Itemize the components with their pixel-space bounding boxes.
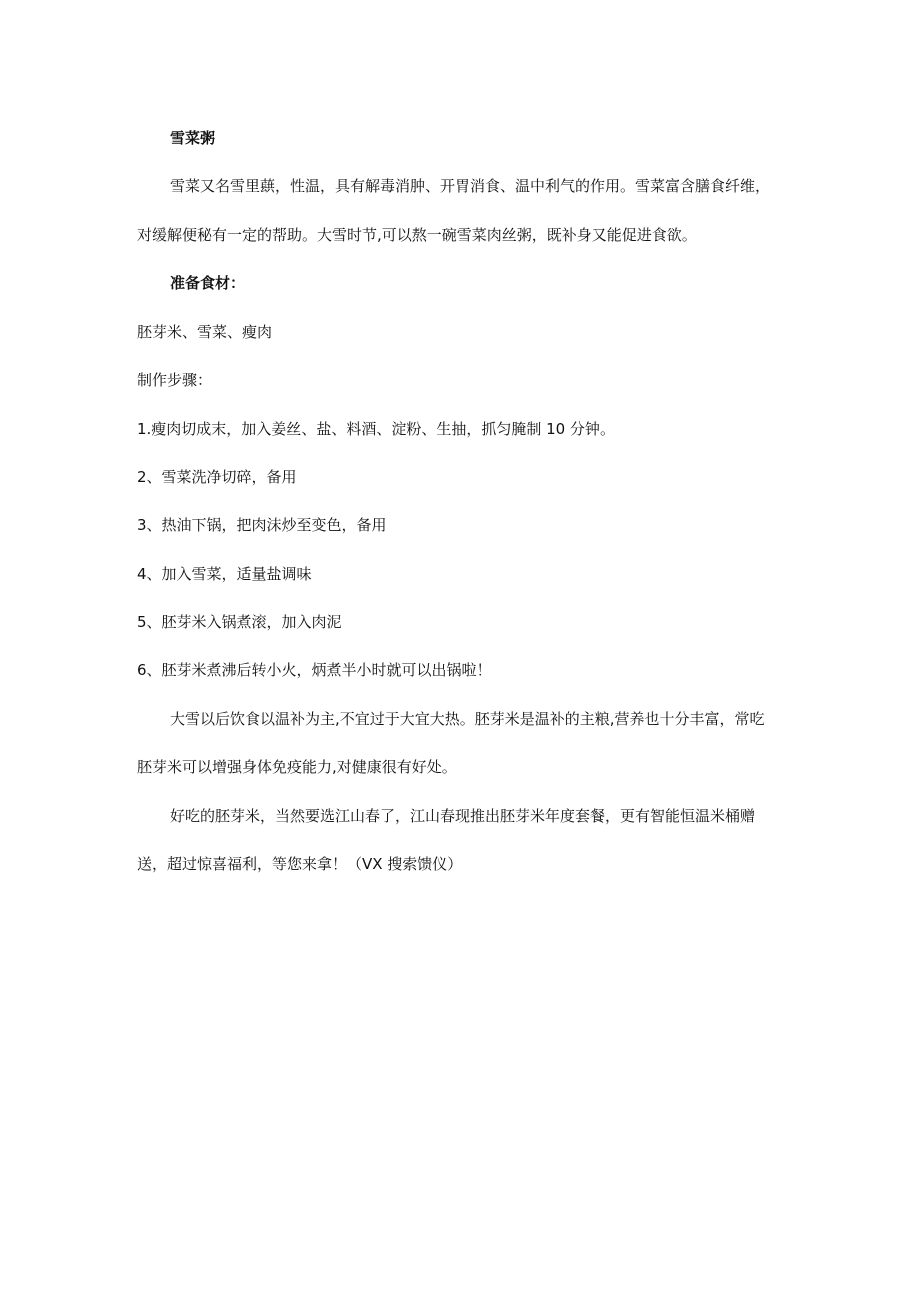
closing-1-line-1: 大雪以后饮食以温补为主,不宜过于大宜大热。胚芽米是温补的主粮,营养也十分丰富，常吃	[170, 710, 765, 728]
step-1: 1.瘦肉切成末，加入姜丝、盐、料酒、淀粉、生抽，抓匀腌制 10 分钟。	[137, 420, 615, 438]
step-6: 6、胚芽米煮沸后转小火，炳煮半小时就可以出锅啦！	[137, 661, 492, 679]
closing-1-line-2: 胚芽米可以增强身体免疫能力,对健康很有好处。	[137, 758, 457, 776]
steps-heading: 制作步骤：	[137, 371, 213, 389]
ingredients-heading: 准备食材：	[170, 274, 246, 292]
closing-2-line-2: 送，超过惊喜福利，等您来拿！（VX 搜索馈仪）	[137, 855, 463, 873]
step-3: 3、热油下锅，把肉沫炒至变色，备用	[137, 516, 387, 534]
intro-line-1: 雪菜又名雪里蕻，性温，具有解毒消肿、开胃消食、温中利气的作用。雪菜富含膳食纤维，	[170, 177, 771, 195]
recipe-title: 雪菜粥	[170, 129, 216, 147]
closing-2-line-1: 好吃的胚芽米，当然要选江山春了，江山春现推出胚芽米年度套餐，更有智能恒温米桶赠	[170, 807, 756, 825]
step-4: 4、加入雪菜，适量盐调味	[137, 565, 312, 583]
ingredients-list: 胚芽米、雪菜、瘦肉	[137, 323, 273, 341]
step-5: 5、胚芽米入锅煮滚，加入肉泥	[137, 613, 342, 631]
step-2: 2、雪菜洗净切碎，备用	[137, 468, 297, 486]
intro-line-2: 对缓解便秘有一定的帮助。大雪时节,可以熬一碗雪菜肉丝粥，既补身又能促进食欲。	[137, 226, 697, 244]
